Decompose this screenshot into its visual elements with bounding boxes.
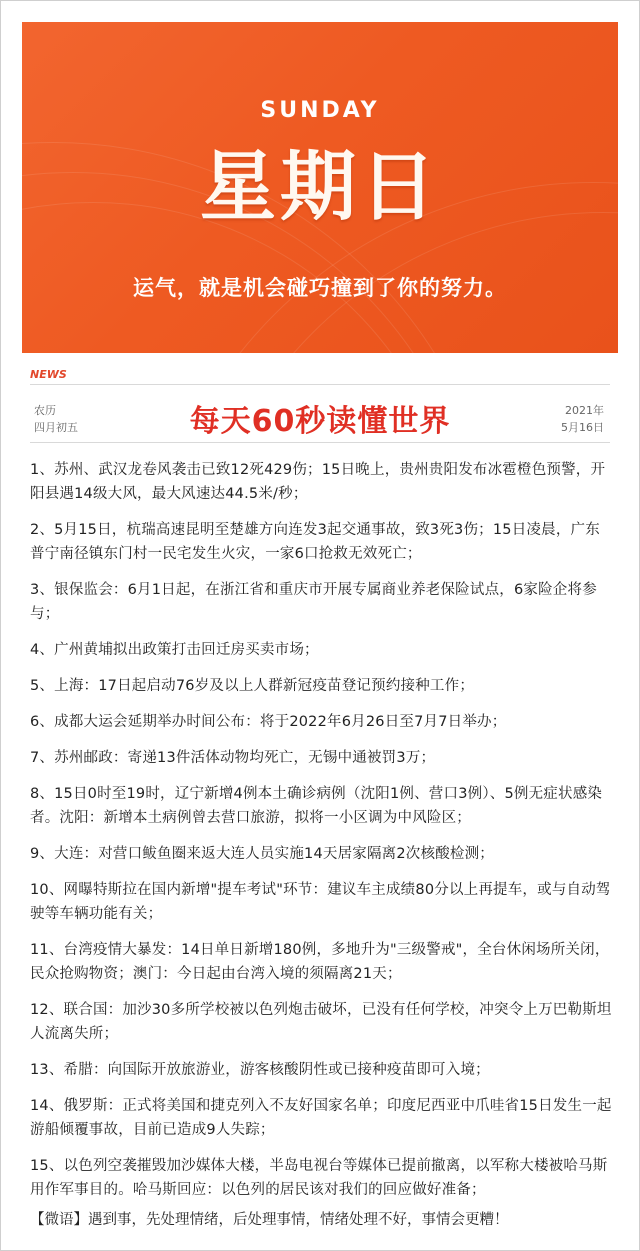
day-english: SUNDAY [260,98,380,123]
header-banner [22,22,618,353]
news-item: 5、上海：17日起启动76岁及以上人群新冠疫苗登记预约接种工作； [30,678,475,694]
news-item: 1、苏州、武汉龙卷风袭击已致12死429伤；15日晚上，贵州贵阳发布冰雹橙色预警，开阳县遇14级大风，最大风速达44.5米/秒； [30,462,606,502]
news-item: 10、网曝特斯拉在国内新增"提车考试"环节：建议车主成绩80分以上再提车，或与自动驾驶等车辆功能有关； [30,882,611,922]
lunar-label: 农历 [34,404,56,417]
publish-year: 2021年 [565,404,604,417]
news-item: 14、俄罗斯：正式将美国和捷克列入不友好国家名单；印度尼西亚中爪哇省15日发生一起游船倾覆事故，目前已造成9人失踪； [30,1098,612,1138]
news-item: 8、15日0时至19时，辽宁新增4例本土确诊病例（沈阳1例、营口3例）、5例无症状感染者。沈阳：新增本土病例曾去营口旅游，拟将一小区调为中风险区； [30,786,603,826]
news-item: 7、苏州邮政：寄递13件活体动物均死亡，无锡中通被罚3万； [30,750,436,766]
day-chinese: 星期日 [200,142,440,231]
news-item: 12、联合国：加沙30多所学校被以色列炮击破坏，已没有任何学校，冲突令上万巴勒斯坦人流离失所； [30,1002,612,1042]
lunar-value: 四月初五 [34,421,78,434]
publish-date [561,402,604,436]
news-item: 11、台湾疫情大暴发：14日单日新增180例，多地升为"三级警戒"，全台休闲场所关闭，民众抢购物资；澳门：今日起由台湾入境的须隔离21天； [30,942,610,982]
news-tag: NEWS [30,368,67,381]
news-item: 15、以色列空袭摧毁加沙媒体大楼，半岛电视台等媒体已提前撤离，以军称大楼被哈马斯用作军事目的。哈马斯回应：以色列的居民该对我们的回应做好准备； [30,1158,608,1198]
divider-bottom [30,442,610,443]
divider-top [30,384,610,385]
masthead-title: 每天60秒读懂世界 [189,404,451,439]
news-item: 9、大连：对营口鲅鱼圈来返大连人员实施14天居家隔离2次核酸检测； [30,846,494,862]
news-item: 2、5月15日，杭瑞高速昆明至楚雄方向连发3起交通事故，致3死3伤；15日凌晨，广东普宁南径镇东门村一民宅发生火灾，一家6口抢救无效死亡； [30,522,600,562]
news-item: 3、银保监会：6月1日起，在浙江省和重庆市开展专属商业养老保险试点，6家险企将参与； [30,582,597,622]
news-item: 13、希腊：向国际开放旅游业，游客核酸阴性或已接种疫苗即可入境； [30,1062,490,1078]
publish-month-day: 5月16日 [561,421,604,434]
news-item: 4、广州黄埔拟出政策打击回迁房买卖市场； [30,642,319,658]
news-item: 6、成都大运会延期举办时间公布：将于2022年6月26日至7月7日举办； [30,714,507,730]
banner-quote: 运气，就是机会碰巧撞到了你的努力。 [133,276,507,300]
daily-motto: 【微语】遇到事，先处理情绪，后处理事情，情绪处理不好，事情会更糟！ [30,1212,509,1228]
news-list [30,458,614,1214]
